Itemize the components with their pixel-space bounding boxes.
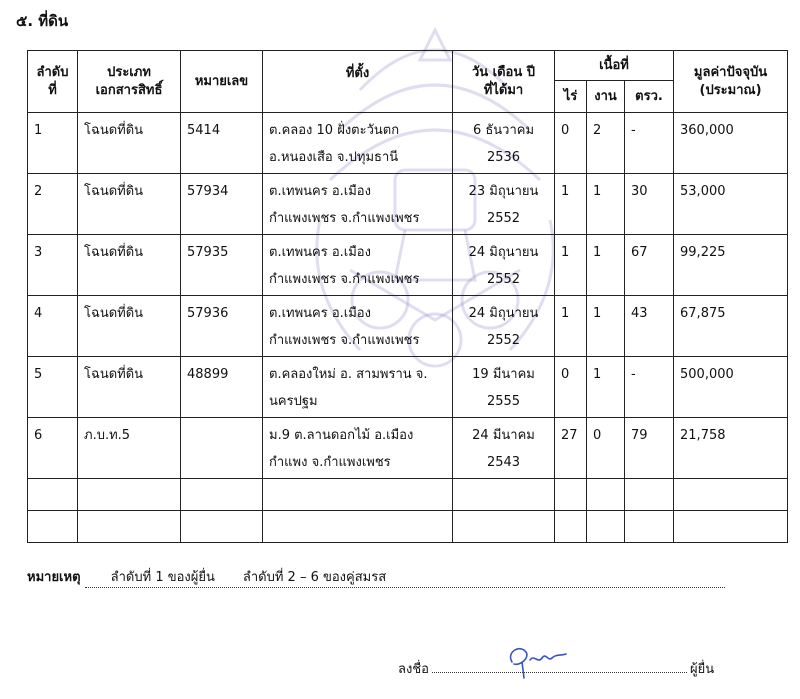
cell-value: 67,875 [674,296,788,357]
empty-row [28,479,788,511]
cell-order: 4 [28,296,78,357]
cell-location: ต.คลอง 10 ฝั่งตะวันตก อ.หนองเสือ จ.ปทุมธานี [263,113,453,174]
cell-number: 48899 [181,357,263,418]
cell-sqwa: - [625,113,674,174]
signature-prefix: ลงชื่อ [398,662,429,677]
cell-sqwa: 79 [625,418,674,479]
cell-ngan: 1 [587,235,625,296]
cell-value: 500,000 [674,357,788,418]
cell-location: ต.คลองใหม่ อ. สามพราน จ. นครปฐม [263,357,453,418]
remark-label: หมายเหตุ [27,570,81,585]
cell-location: ม.9 ต.ลานดอกไม้ อ.เมือง กำแพง จ.กำแพงเพชร [263,418,453,479]
header-value: มูลค่าปัจจุบัน (ประมาณ) [674,51,788,113]
cell-ngan: 0 [587,418,625,479]
cell-order: 6 [28,418,78,479]
table-row [28,418,788,479]
cell-date: 6 ธันวาคม 2536 [453,113,555,174]
table-row [28,174,788,235]
table-row [28,113,788,174]
cell-ngan: 2 [587,113,625,174]
cell-ngan: 1 [587,174,625,235]
header-order: ลำดับ ที่ [28,51,78,113]
empty-row [28,511,788,543]
cell-value: 99,225 [674,235,788,296]
header-doc-type: ประเภท เอกสารสิทธิ์ [78,51,181,113]
cell-order: 5 [28,357,78,418]
cell-value: 360,000 [674,113,788,174]
cell-number: 57935 [181,235,263,296]
cell-number: 57936 [181,296,263,357]
section-title: ๕. ที่ดิน [16,12,69,30]
cell-order: 2 [28,174,78,235]
cell-doc-type: โฉนดที่ดิน [78,296,181,357]
cell-rai: 0 [555,113,587,174]
empty-cell [674,511,788,543]
table-row [28,357,788,418]
cell-rai: 1 [555,235,587,296]
empty-cell [453,479,555,511]
cell-date: 24 มีนาคม 2543 [453,418,555,479]
cell-date: 24 มิถุนายน 2552 [453,296,555,357]
empty-cell [181,479,263,511]
table-row [28,296,788,357]
cell-location: ต.เทพนคร อ.เมือง กำแพงเพชร จ.กำแพงเพชร [263,235,453,296]
cell-doc-type: โฉนดที่ดิน [78,235,181,296]
empty-cell [555,511,587,543]
cell-sqwa: 30 [625,174,674,235]
header-location: ที่ตั้ง [263,51,453,113]
empty-cell [263,511,453,543]
cell-date: 23 มิถุนายน 2552 [453,174,555,235]
cell-value: 53,000 [674,174,788,235]
cell-doc-type: โฉนดที่ดิน [78,113,181,174]
land-table [27,50,788,543]
table-row [28,235,788,296]
cell-number: 5414 [181,113,263,174]
empty-cell [263,479,453,511]
cell-number: 57934 [181,174,263,235]
header-area: เนื้อที่ [555,51,674,81]
empty-cell [674,479,788,511]
cell-rai: 0 [555,357,587,418]
cell-sqwa: 43 [625,296,674,357]
cell-rai: 27 [555,418,587,479]
header-sqwa: ตรว. [625,81,674,113]
cell-sqwa: 67 [625,235,674,296]
remark-text-2: ลำดับที่ 2 – 6 ของคู่สมรส [242,570,387,585]
cell-date: 24 มิถุนายน 2552 [453,235,555,296]
empty-cell [555,479,587,511]
remark-text-1: ลำดับที่ 1 ของผู้ยื่น [110,570,215,585]
cell-sqwa: - [625,357,674,418]
cell-ngan: 1 [587,357,625,418]
cell-location: ต.เทพนคร อ.เมือง กำแพงเพชร จ.กำแพงเพชร [263,174,453,235]
cell-doc-type: ภ.บ.ท.5 [78,418,181,479]
header-ngan: งาน [587,81,625,113]
header-date: วัน เดือน ปี ที่ได้มา [453,51,555,113]
empty-cell [587,479,625,511]
cell-order: 1 [28,113,78,174]
empty-cell [587,511,625,543]
header-number: หมายเลข [181,51,263,113]
cell-ngan: 1 [587,296,625,357]
empty-cell [28,479,78,511]
empty-cell [625,511,674,543]
cell-order: 3 [28,235,78,296]
handwritten-signature [500,640,570,680]
cell-doc-type: โฉนดที่ดิน [78,357,181,418]
empty-cell [453,511,555,543]
cell-number [181,418,263,479]
empty-cell [78,511,181,543]
empty-cell [78,479,181,511]
empty-cell [625,479,674,511]
signature-suffix: ผู้ยื่น [689,662,715,677]
empty-cell [28,511,78,543]
cell-doc-type: โฉนดที่ดิน [78,174,181,235]
cell-date: 19 มีนาคม 2555 [453,357,555,418]
cell-location: ต.เทพนคร อ.เมือง กำแพงเพชร จ.กำแพงเพชร [263,296,453,357]
cell-rai: 1 [555,174,587,235]
remark-dotted-line [85,566,725,588]
empty-cell [181,511,263,543]
header-rai: ไร่ [555,81,587,113]
cell-rai: 1 [555,296,587,357]
cell-value: 21,758 [674,418,788,479]
remark-line [27,566,725,588]
